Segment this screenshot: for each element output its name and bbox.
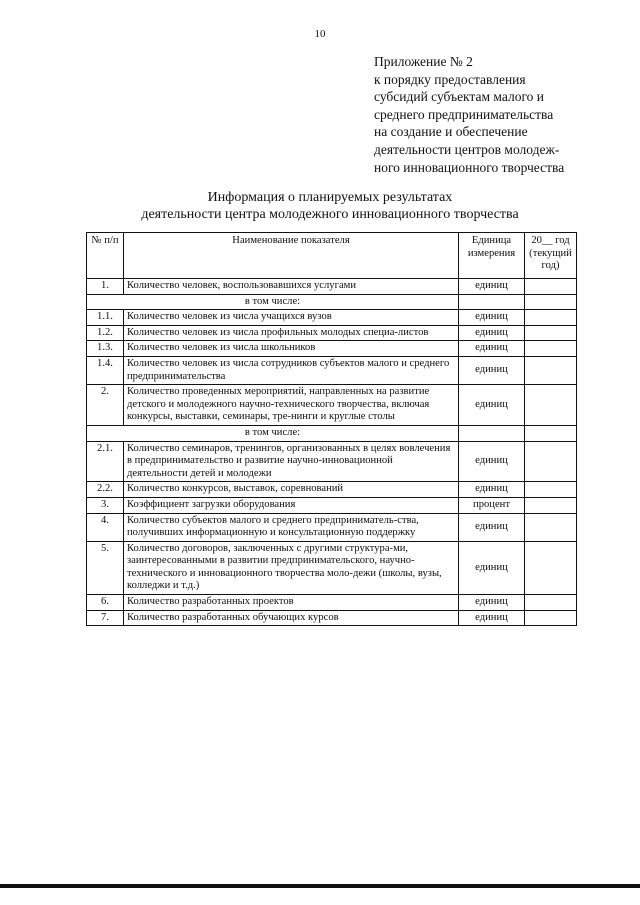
- value-cell: [525, 279, 577, 295]
- appendix-line: ного инновационного творчества: [374, 159, 565, 175]
- name-cell: Количество человек, воспользовавшихся услугами: [124, 279, 459, 295]
- num-cell: 2.1.: [87, 441, 124, 482]
- num-cell: 2.: [87, 385, 124, 426]
- value-cell: [525, 356, 577, 384]
- value-cell: [525, 610, 577, 626]
- table-row: [87, 310, 577, 326]
- num-cell: 1.1.: [87, 310, 124, 326]
- table-row: [87, 497, 577, 513]
- document-title: [0, 189, 640, 223]
- document-title-line: Информация о планируемых результатах: [207, 190, 453, 205]
- table-row: [87, 325, 577, 341]
- value-cell: [525, 294, 577, 310]
- header-num: № п/п: [87, 233, 124, 279]
- appendix-line: среднего предпринимательства: [374, 106, 554, 122]
- appendix-line: субсидий субъектам малого и: [374, 89, 545, 105]
- table-subheader-row: [87, 294, 577, 310]
- table-row: [87, 441, 577, 482]
- unit-cell: единиц: [459, 341, 525, 357]
- num-cell: 1.: [87, 279, 124, 295]
- unit-cell: единиц: [459, 610, 525, 626]
- name-cell: Количество конкурсов, выставок, соревнований: [124, 482, 459, 498]
- page-number: 10: [314, 28, 326, 40]
- value-cell: [525, 341, 577, 357]
- value-cell: [525, 497, 577, 513]
- name-cell: Количество человек из числа школьников: [124, 341, 459, 357]
- num-cell: 5.: [87, 541, 124, 594]
- unit-cell: единиц: [459, 385, 525, 426]
- value-cell: [525, 325, 577, 341]
- subheader-cell: в том числе:: [87, 425, 459, 441]
- num-cell: 2.2.: [87, 482, 124, 498]
- name-cell: Количество человек из числа сотрудников субъектов малого и среднего предпринимательства: [124, 356, 459, 384]
- name-cell: Количество человек из числа учащихся вузов: [124, 310, 459, 326]
- num-cell: 6.: [87, 595, 124, 611]
- table-row: [87, 541, 577, 594]
- value-cell: [525, 385, 577, 426]
- name-cell: Количество разработанных проектов: [124, 595, 459, 611]
- unit-cell: единиц: [459, 441, 525, 482]
- table-row: [87, 385, 577, 426]
- value-cell: [525, 541, 577, 594]
- num-cell: 1.2.: [87, 325, 124, 341]
- appendix-line: деятельности центров молодеж-: [374, 141, 560, 157]
- table-row: [87, 595, 577, 611]
- unit-cell: единиц: [459, 325, 525, 341]
- subheader-cell: в том числе:: [87, 294, 459, 310]
- header-unit: Единица измерения: [459, 233, 525, 279]
- table-row: [87, 279, 577, 295]
- num-cell: 4.: [87, 513, 124, 541]
- scan-edge-rule: [0, 884, 640, 888]
- table-row: [87, 610, 577, 626]
- name-cell: Количество человек из числа профильных молодых специа-листов: [124, 325, 459, 341]
- unit-cell: [459, 294, 525, 310]
- unit-cell: единиц: [459, 541, 525, 594]
- header-year: 20__ год (текущий год): [525, 233, 577, 279]
- table-header-row: [87, 233, 577, 279]
- table-row: [87, 482, 577, 498]
- name-cell: Коэффициент загрузки оборудования: [124, 497, 459, 513]
- unit-cell: единиц: [459, 482, 525, 498]
- table-row: [87, 513, 577, 541]
- table-body: [87, 279, 577, 626]
- unit-cell: единиц: [459, 595, 525, 611]
- unit-cell: единиц: [459, 356, 525, 384]
- value-cell: [525, 310, 577, 326]
- num-cell: 1.4.: [87, 356, 124, 384]
- table-row: [87, 341, 577, 357]
- table-row: [87, 356, 577, 384]
- unit-cell: единиц: [459, 513, 525, 541]
- table-subheader-row: [87, 425, 577, 441]
- indicators-table: [86, 232, 577, 626]
- value-cell: [525, 441, 577, 482]
- unit-cell: единиц: [459, 310, 525, 326]
- appendix-block: [374, 53, 634, 176]
- unit-cell: процент: [459, 497, 525, 513]
- document-title-line: деятельности центра молодежного инновационного творчества: [141, 207, 519, 222]
- value-cell: [525, 482, 577, 498]
- name-cell: Количество разработанных обучающих курсов: [124, 610, 459, 626]
- name-cell: Количество договоров, заключенных с другими структура-ми, заинтересованными в развитии предпринимательского, научно-технического и инновационного творчества моло-дежи (школы, вузы, колледжи и т.д.): [124, 541, 459, 594]
- num-cell: 7.: [87, 610, 124, 626]
- unit-cell: единиц: [459, 279, 525, 295]
- appendix-line: Приложение № 2: [374, 54, 473, 69]
- appendix-line: к порядку предоставления: [374, 71, 526, 87]
- name-cell: Количество проведенных мероприятий, направленных на развитие детского и молодежного научно-технического творчества, включая конкурсы, выставки, семинары, тре-нинги и круглые столы: [124, 385, 459, 426]
- unit-cell: [459, 425, 525, 441]
- name-cell: Количество семинаров, тренингов, организованных в целях вовлечения в предпринимательство и развитие научно-инновационной деятельности детей и молодежи: [124, 441, 459, 482]
- header-name: Наименование показателя: [124, 233, 459, 279]
- appendix-line: на создание и обеспечение: [374, 124, 528, 140]
- name-cell: Количество субъектов малого и среднего предприниматель-ства, получивших информационную и консультационную поддержку: [124, 513, 459, 541]
- value-cell: [525, 513, 577, 541]
- value-cell: [525, 595, 577, 611]
- num-cell: 3.: [87, 497, 124, 513]
- value-cell: [525, 425, 577, 441]
- num-cell: 1.3.: [87, 341, 124, 357]
